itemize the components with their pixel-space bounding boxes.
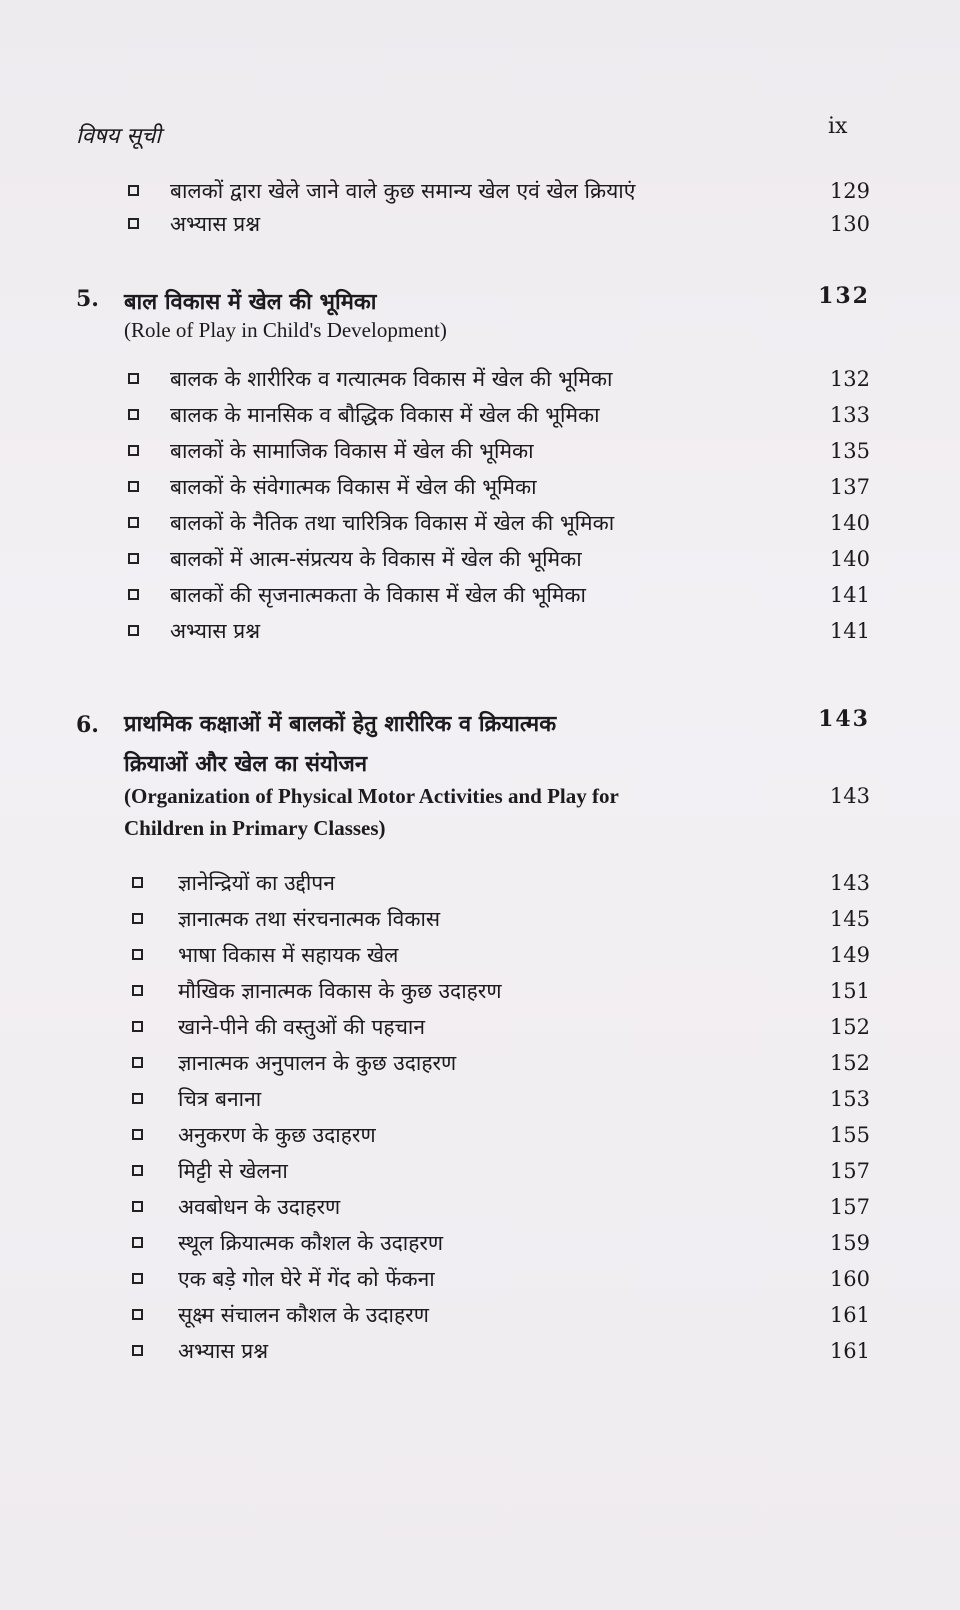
- toc-entry-page: 133: [829, 403, 870, 427]
- toc-entry-page: 161: [829, 1303, 870, 1327]
- toc-entry: [0, 1118, 960, 1152]
- toc-entry: [0, 614, 960, 648]
- chapter-6-title-line1: प्राथमिक कक्षाओं में बालकों हेतु शारीरिक व क्रियात्मक: [124, 711, 557, 737]
- checkbox-bullet-icon: [132, 1201, 143, 1212]
- toc-entry: [0, 938, 960, 972]
- page-number-roman: ix: [828, 114, 848, 139]
- toc-entry-page: 160: [829, 1267, 870, 1291]
- toc-entry-page: 152: [829, 1015, 870, 1039]
- toc-entry: [0, 542, 960, 576]
- checkbox-bullet-icon: [132, 877, 143, 888]
- chapter-6-english-page: 143: [829, 784, 870, 808]
- toc-entry-page: 132: [829, 367, 870, 391]
- toc-entry-text: बालकों में आत्म-संप्रत्यय के विकास में खेल की भूमिका: [170, 547, 582, 571]
- checkbox-bullet-icon: [128, 589, 139, 600]
- toc-entry-page: 141: [829, 619, 870, 643]
- chapter-5-number: 5.: [76, 286, 99, 312]
- toc-entry: [0, 1298, 960, 1332]
- toc-entry: [0, 506, 960, 540]
- chapter-6-page: 143: [818, 706, 870, 732]
- chapter-5-title: बाल विकास में खेल की भूमिका: [124, 289, 377, 315]
- checkbox-bullet-icon: [132, 1273, 143, 1284]
- toc-entry-text: बालकों के संवेगात्मक विकास में खेल की भूमिका: [170, 475, 537, 499]
- toc-entry-text: स्थूल क्रियात्मक कौशल के उदाहरण: [178, 1231, 444, 1255]
- toc-entry-page: 155: [829, 1123, 870, 1147]
- toc-entry: [0, 902, 960, 936]
- checkbox-bullet-icon: [128, 553, 139, 564]
- checkbox-bullet-icon: [132, 1165, 143, 1176]
- toc-entry-text: एक बड़े गोल घेरे में गेंद को फेंकना: [178, 1267, 435, 1291]
- toc-entry-text: ज्ञानात्मक अनुपालन के कुछ उदाहरण: [178, 1051, 457, 1075]
- toc-entry: [0, 974, 960, 1008]
- toc-entry-text: बालकों द्वारा खेले जाने वाले कुछ समान्य खेल एवं खेल क्रियाएं: [170, 179, 636, 203]
- checkbox-bullet-icon: [128, 625, 139, 636]
- running-header-title: विषय सूची: [76, 124, 161, 149]
- toc-entry: [0, 362, 960, 396]
- checkbox-bullet-icon: [132, 1237, 143, 1248]
- toc-entry-text: बालक के मानसिक व बौद्धिक विकास में खेल की भूमिका: [170, 403, 600, 427]
- toc-entry-page: 129: [829, 179, 870, 203]
- toc-entry-page: 157: [829, 1195, 870, 1219]
- toc-entry-page: 151: [829, 979, 870, 1003]
- toc-entry: [0, 398, 960, 432]
- checkbox-bullet-icon: [128, 517, 139, 528]
- toc-entry-page: 149: [829, 943, 870, 967]
- toc-entry-page: 137: [829, 475, 870, 499]
- chapter-6-english-line1: (Organization of Physical Motor Activities and Play for: [124, 784, 619, 808]
- checkbox-bullet-icon: [128, 218, 139, 229]
- toc-entry: [0, 1226, 960, 1260]
- toc-entry-text: अवबोधन के उदाहरण: [178, 1195, 341, 1219]
- toc-entry-page: 140: [829, 547, 870, 571]
- checkbox-bullet-icon: [128, 185, 139, 196]
- checkbox-bullet-icon: [128, 445, 139, 456]
- checkbox-bullet-icon: [132, 1093, 143, 1104]
- checkbox-bullet-icon: [128, 481, 139, 492]
- toc-entry-page: 143: [829, 871, 870, 895]
- toc-entry-text: बालकों की सृजनात्मकता के विकास में खेल की भूमिका: [170, 583, 586, 607]
- chapter-5-page: 132: [818, 283, 870, 309]
- checkbox-bullet-icon: [132, 985, 143, 996]
- toc-entry: [0, 1154, 960, 1188]
- toc-entry-page: 145: [829, 907, 870, 931]
- chapter-6-number: 6.: [76, 712, 99, 738]
- toc-entry: [0, 1262, 960, 1296]
- toc-entry-text: अभ्यास प्रश्न: [178, 1339, 269, 1363]
- toc-entry-text: भाषा विकास में सहायक खेल: [178, 943, 399, 967]
- toc-entry-page: 130: [829, 212, 870, 236]
- toc-entry-page: 141: [829, 583, 870, 607]
- checkbox-bullet-icon: [132, 1345, 143, 1356]
- checkbox-bullet-icon: [132, 1057, 143, 1068]
- toc-entry: [0, 578, 960, 612]
- toc-entry-page: 159: [829, 1231, 870, 1255]
- checkbox-bullet-icon: [132, 1129, 143, 1140]
- toc-entry-page: 135: [829, 439, 870, 463]
- toc-entry-text: मिट्टी से खेलना: [178, 1159, 288, 1183]
- toc-entry-page: 161: [829, 1339, 870, 1363]
- toc-entry: [0, 1082, 960, 1116]
- checkbox-bullet-icon: [132, 1021, 143, 1032]
- toc-entry: [0, 174, 960, 208]
- toc-entry-text: ज्ञानात्मक तथा संरचनात्मक विकास: [178, 907, 441, 931]
- toc-entry: [0, 434, 960, 468]
- checkbox-bullet-icon: [132, 913, 143, 924]
- toc-entry-page: 140: [829, 511, 870, 535]
- toc-entry: [0, 1046, 960, 1080]
- chapter-5-english-title: (Role of Play in Child's Development): [124, 318, 447, 342]
- toc-entry: [0, 1190, 960, 1224]
- toc-entry-text: सूक्ष्म संचालन कौशल के उदाहरण: [178, 1303, 429, 1327]
- toc-entry: [0, 470, 960, 504]
- checkbox-bullet-icon: [128, 373, 139, 384]
- checkbox-bullet-icon: [132, 1309, 143, 1320]
- toc-entry: [0, 1010, 960, 1044]
- toc-entry-text: खाने-पीने की वस्तुओं की पहचान: [178, 1015, 426, 1039]
- toc-entry-page: 153: [829, 1087, 870, 1111]
- toc-entry-text: अनुकरण के कुछ उदाहरण: [178, 1123, 376, 1147]
- toc-entry-text: अभ्यास प्रश्न: [170, 212, 261, 236]
- toc-entry-text: बालकों के नैतिक तथा चारित्रिक विकास में खेल की भूमिका: [170, 511, 615, 535]
- checkbox-bullet-icon: [132, 949, 143, 960]
- toc-entry-page: 152: [829, 1051, 870, 1075]
- toc-entry-text: अभ्यास प्रश्न: [170, 619, 261, 643]
- toc-entry-text: बालक के शारीरिक व गत्यात्मक विकास में खेल की भूमिका: [170, 367, 613, 391]
- chapter-6-title-line2: क्रियाओं और खेल का संयोजन: [124, 751, 368, 777]
- toc-entry-text: चित्र बनाना: [178, 1087, 262, 1111]
- toc-entry: [0, 207, 960, 241]
- toc-entry: [0, 866, 960, 900]
- toc-entry-text: ज्ञानेन्द्रियों का उद्दीपन: [178, 871, 335, 895]
- chapter-6-english-line2: Children in Primary Classes): [124, 816, 386, 840]
- checkbox-bullet-icon: [128, 409, 139, 420]
- toc-entry-text: मौखिक ज्ञानात्मक विकास के कुछ उदाहरण: [178, 979, 502, 1003]
- toc-entry-text: बालकों के सामाजिक विकास में खेल की भूमिका: [170, 439, 534, 463]
- toc-entry-page: 157: [829, 1159, 870, 1183]
- toc-entry: [0, 1334, 960, 1368]
